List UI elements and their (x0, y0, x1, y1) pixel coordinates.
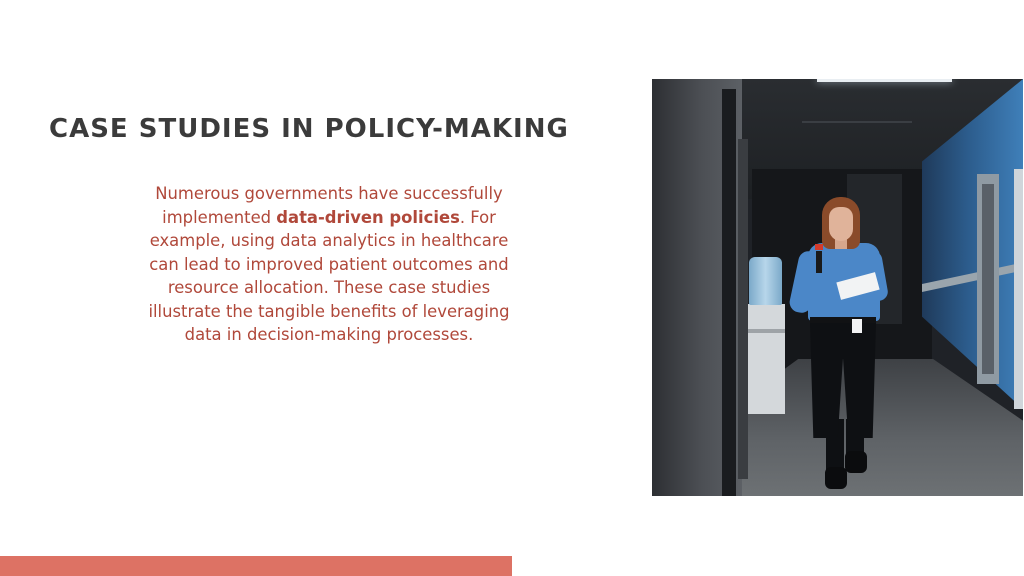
photo-water-cooler (748, 304, 785, 414)
photo-water-bottle (749, 257, 782, 305)
person-belt (810, 317, 876, 323)
body-text (140, 182, 518, 347)
photo-ceiling-line (802, 121, 912, 123)
body-text-emphasis: data-driven policies (276, 207, 460, 227)
person-face (829, 207, 853, 241)
accent-bar (0, 556, 512, 576)
body-text-end: . For example, using data analytics in healthcare can lead to improved patient outcomes and resource allocation. These case studies illustrate the tangible benefits of leveraging data in decision-making processes. (148, 207, 510, 344)
photo-door-panel (738, 139, 748, 479)
person-id-badge (852, 319, 862, 333)
photo-water-cooler-ledge (748, 329, 785, 333)
radio-antenna-tip (815, 244, 823, 250)
radio-icon (816, 251, 822, 273)
body-text-start: Numerous governments have successfully implemented (155, 184, 503, 227)
hallway-photo (652, 79, 1023, 496)
photo-blue-door-panel (982, 184, 994, 374)
photo-door-frame (722, 89, 736, 496)
slide-title: CASE STUDIES IN POLICY-MAKING (49, 114, 569, 144)
photo-ceiling-light (817, 79, 952, 82)
person-right-shoe (845, 451, 867, 473)
person-left-shoe (825, 467, 847, 489)
photo-door-post (1014, 169, 1023, 409)
